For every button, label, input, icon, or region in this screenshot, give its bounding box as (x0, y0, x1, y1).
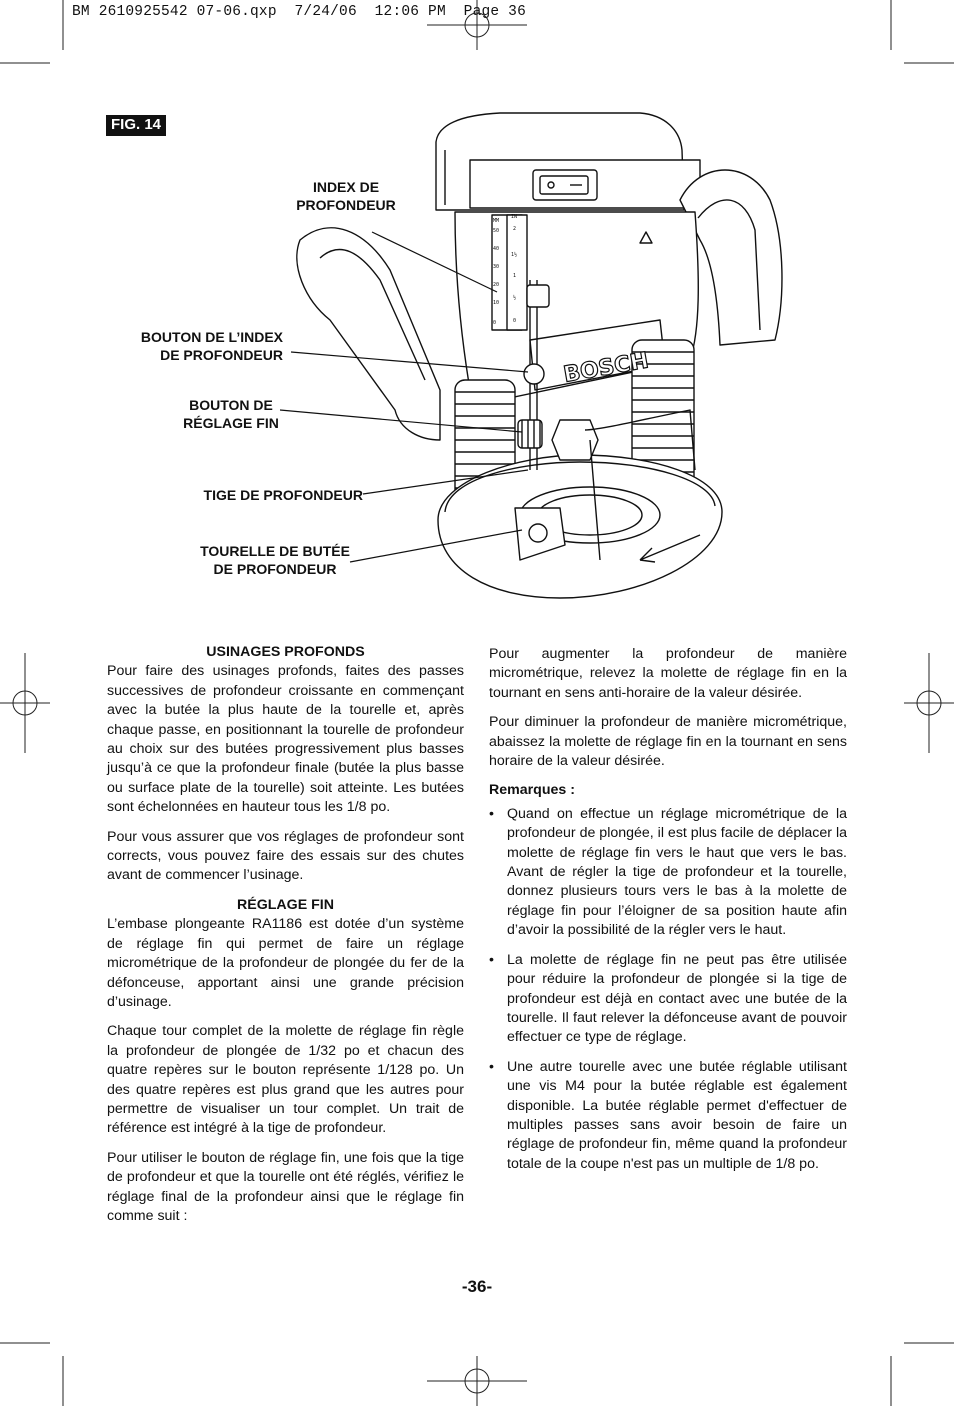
callout-depth-turret (196, 542, 354, 578)
callout-line: TIGE DE PROFONDEUR (203, 487, 363, 503)
remarks-list (489, 805, 847, 1174)
print-slug: BM 2610925542 07-06.qxp 7/24/06 12:06 PM Page 36 (72, 4, 526, 20)
right-column (489, 645, 847, 1184)
paragraph: Chaque tour complet de la molette de réglage fin règle la profondeur de plongée de 1/32 po et chacun des quatre repères sur le bouton représente 1/128 po. Un des quatre repères est plus grand que les autres pour permettre de visualiser un tour complet. Un trait de référence est intégré à la tige de profondeur. (107, 1023, 464, 1137)
left-column (107, 643, 464, 1236)
remarks-title: Remarques : (489, 782, 575, 799)
scale-mm-tick: 0 (493, 320, 497, 326)
callout-fine-adjust-knob (176, 396, 286, 432)
paragraph: L’embase plongeante RA1186 est dotée d’un système de réglage fin qui permet de faire un réglage micrométrique de la profondeur de plongée du fer de la défonceuse, apportant ainsi une grande précision d’usinage. (107, 916, 464, 1010)
router-illustration (0, 0, 954, 620)
callout-line: TOURELLE DE BUTÉE (200, 543, 350, 559)
list-item: • La molette de réglage fin ne peut pas être utilisée pour réduire la profondeur de plongée si la tige de profondeur est déjà en contact avec une butée de la tourelle. Il faut relever la défonceuse avant de pouvoir effectuer ce type de réglage. (489, 951, 847, 1048)
scale-mm-tick: 30 (493, 264, 500, 270)
callout-line: DE PROFONDEUR (160, 347, 283, 363)
callout-depth-rod (180, 486, 363, 504)
scale-mm-unit: MM (493, 218, 500, 224)
callout-line: RÉGLAGE FIN (183, 415, 279, 431)
scale-mm-tick: 10 (493, 300, 500, 306)
scale-in-tick: ½ (513, 295, 517, 301)
scale-in-tick: 0 (513, 318, 517, 324)
list-item: • Une autre tourelle avec une butée réglable utilisant une vis M4 pour la butée réglable est également disponible. La butée réglable permet d'effectuer de multiples passes sans avoir besoin de faire un réglage de profondeur fin, même quand la profondeur totale de la coupe n'est pas un multiple de 1/8 po. (489, 1058, 847, 1174)
scale-mm-tick: 20 (493, 282, 500, 288)
list-item: • Quand on effectue un réglage micrométrique de la profondeur de plongée, il est plus facile de déplacer la molette de réglage fin vers le haut que vers le bas. Avant de régler la tige de profondeur et la tourelle, donnez plusieurs tours vers le bas à la molette de réglage fin pour l’éloigner de sa position haute afin d’avoir la possibilité de la régler vers le haut. (489, 805, 847, 941)
callout-line: BOUTON DE L’INDEX (140, 329, 283, 345)
paragraph: Pour utiliser le bouton de réglage fin, une fois que la tige de profondeur et que la tourelle ont été réglés, vérifiez le réglage final de la profondeur ainsi que le réglage fin comme suit : (107, 1149, 464, 1224)
figure-label: FIG. 14 (106, 115, 166, 136)
scale-mm-tick: 50 (493, 228, 500, 234)
brand-logo: BOSCH (561, 348, 651, 388)
scale-in-tick: 1½ (511, 252, 518, 258)
section-heading-fine-adjust: RÉGLAGE FIN (237, 896, 334, 913)
paragraph: Pour augmenter la profondeur de manière micrométrique, relevez la molette de réglage fin en la tournant en sens anti-horaire de la valeur désirée. (489, 646, 847, 701)
scale-in-tick: 1 (513, 273, 517, 279)
paragraph: Pour faire des usinages profonds, faites des passes successives de profondeur croissante en commençant avec la butée la plus haute de la tourelle et, après chaque passe, en positionnant la tourelle de profondeur au choix sur des butées progressivement plus basses jusqu’à ce que la profondeur finale (butée la plus basse ou surface plate de la tourelle) soit atteinte. Les butées sont échelonnées en hauteur tous les 1/8 po. (107, 663, 464, 816)
paragraph: Pour vous assurer que vos réglages de profondeur sont corrects, vous pouvez faire des essais sur des chutes avant de commencer l’usinage. (107, 828, 464, 884)
scale-mm-tick: 40 (493, 246, 500, 252)
paragraph: Pour diminuer la profondeur de manière micrométrique, abaissez la molette de réglage fin en la tournant en sens horaire de la valeur désirée. (489, 714, 847, 770)
callout-depth-index-knob (120, 328, 283, 364)
callout-line: PROFONDEUR (296, 197, 396, 213)
scale-in-tick: 2 (513, 226, 517, 232)
scale-in-unit: IN (511, 214, 518, 220)
page-number: -36- (461, 1277, 493, 1296)
callout-line: BOUTON DE (189, 397, 273, 413)
callout-line: DE PROFONDEUR (213, 561, 337, 577)
callout-depth-index (290, 178, 402, 214)
section-heading-deep-cuts: USINAGES PROFONDS (206, 644, 365, 660)
callout-line: INDEX DE (312, 179, 380, 195)
